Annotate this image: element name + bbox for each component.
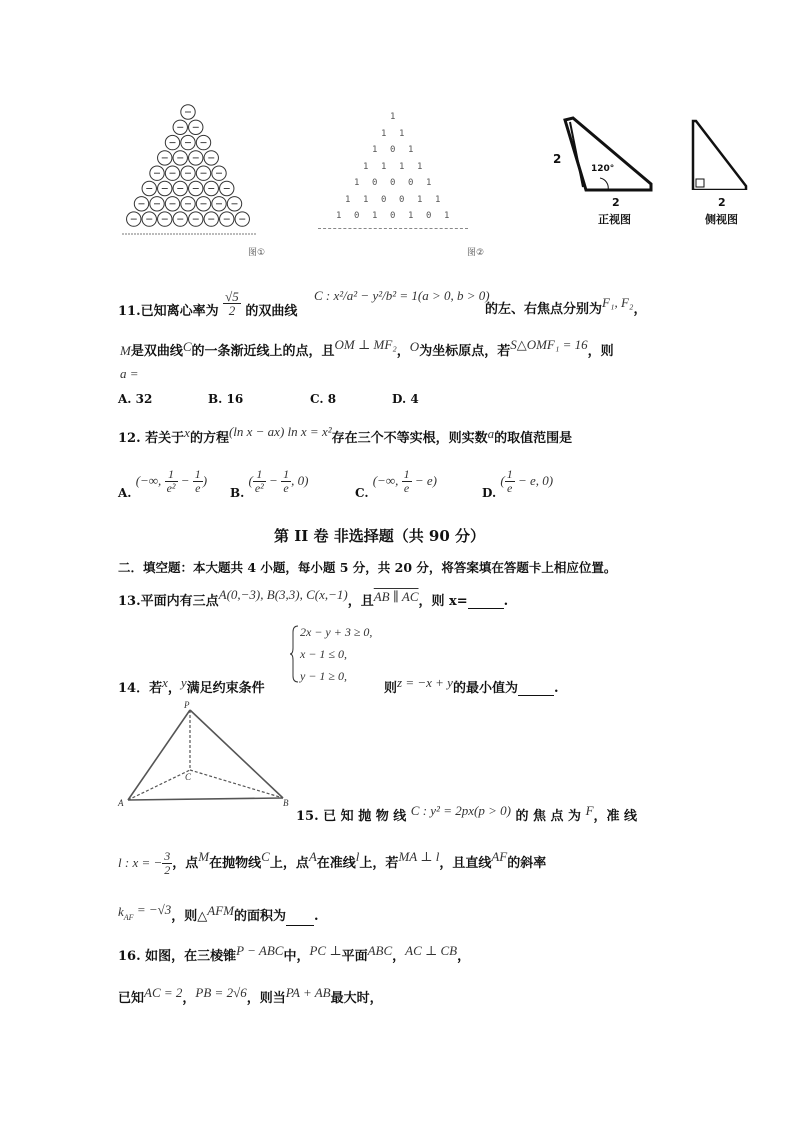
triangle-digit: 1 [408, 211, 414, 221]
front-view-label: 正视图 [598, 213, 631, 226]
triangle-digit: 0 [408, 178, 414, 188]
q12-option-a[interactable]: A. (−∞, $\frac{1}{\text{e²}}$ − $\frac{1}{e}$ ) [118, 467, 208, 500]
side-view-drawing [688, 118, 750, 190]
triangle-digit: 1 [345, 194, 351, 205]
q11-line3: a = [120, 366, 139, 381]
triangle-digit: 0 [390, 211, 396, 221]
front-view-angle: 120° [591, 164, 615, 174]
q14-end: 则z = −x + y的最小值为 . [384, 675, 559, 696]
q16-line1: 16. 如图，在三棱锥P − ABC中，PC ⊥平面ABC，AC ⊥ CB， [118, 943, 471, 964]
front-view-side-length: 2 [553, 152, 562, 166]
vertex-b: B [283, 798, 289, 808]
q11-line2: M是双曲线C的一条渐近线上的点，且OM ⊥ MF₂，O为坐标原点，若S△OMF₁ = 16，则 [120, 337, 614, 359]
constraint-2: x − 1 ≤ 0, [300, 647, 348, 661]
triangle-digit: 1 [354, 178, 360, 188]
triangle-digit: 0 [399, 194, 405, 205]
vertex-p: P [184, 700, 190, 710]
q11-option-d[interactable]: D. 4 [392, 392, 419, 406]
q16-line2: 已知AC = 2，PB = 2√6，则当PA + AB最大时， [118, 985, 383, 1006]
side-view-base-length: 2 [718, 196, 726, 209]
triangle-digit: 1 [363, 161, 369, 172]
front-view-base-length: 2 [612, 196, 620, 209]
triangle-digit: 1 [408, 145, 414, 155]
q12-option-d[interactable]: D. ( $\frac{1}{e}$ − e, 0) [482, 467, 554, 500]
hyperbola-equation: C : x²/a² − y²/b² = 1(a > 0, b > 0) [314, 288, 490, 303]
q11-option-b[interactable]: B. 16 [208, 392, 244, 406]
section-2-intro: 二．填空题：本大题共 4 小题，每小题 5 分，共 20 分，将答案填在答题卡上相应位置。 [118, 560, 617, 575]
triangle-digit: 0 [372, 178, 378, 188]
triangle-digit: 1 [435, 194, 441, 205]
triangle-digit: 0 [381, 194, 387, 205]
triangle-digit: 0 [426, 211, 432, 221]
triangle-digit: 0 [354, 211, 360, 221]
pyramid-figure [118, 700, 298, 810]
brace-icon [290, 624, 300, 684]
constraint-1: 2x − y + 3 ≥ 0, [300, 625, 373, 639]
figure-binary-triangle [318, 112, 473, 237]
vertex-c: C [185, 772, 192, 782]
figure-1-label: 图① [248, 248, 266, 258]
q15-answer-blank[interactable] [286, 913, 314, 926]
triangle-digit: 1 [417, 161, 423, 172]
q15-line3: $k_{AF} = -√3$，则△AFM的面积为 . [118, 902, 319, 924]
q12-option-c[interactable]: C. (−∞, $\frac{1}{e}$ − e) [355, 467, 437, 500]
triangle-digit: 0 [390, 145, 396, 155]
triangle-digit: 1 [363, 194, 369, 205]
q13-answer-blank[interactable] [468, 596, 504, 609]
q11-option-a[interactable]: A. 32 [118, 392, 153, 406]
triangle-digit: 1 [399, 128, 405, 139]
triangle-digit: 1 [336, 211, 342, 221]
vertex-a: A [118, 798, 124, 808]
triangle-digit: 1 [372, 145, 378, 155]
side-view-label: 侧视图 [705, 213, 738, 226]
section-2-title: 第 II 卷 非选择题（共 90 分） [274, 527, 486, 545]
triangle-digit: 1 [426, 178, 432, 188]
q11-foci-text: 的左、右焦点分别为F₁, F₂， [485, 295, 647, 317]
figure-2-label: 图② [467, 248, 485, 258]
q14-start: 14．若x，y满足约束条件 [118, 675, 265, 696]
triangle-digit: 1 [399, 161, 405, 172]
triangle-digit: 1 [381, 128, 387, 139]
figure-circle-triangle [118, 102, 263, 242]
triangle-digit: 1 [381, 161, 387, 172]
q11-option-c[interactable]: C. 8 [310, 392, 337, 406]
triangle-digit: 1 [444, 211, 450, 221]
q13: 13.平面内有三点A(0,−3), B(3,3), C(x,−1)，且AB ∥ AC，则 x= . [118, 587, 509, 609]
triangle-digit: 1 [390, 112, 396, 122]
q12-stem: 12. 若关于x的方程(ln x − ax) ln x = x²存在三个不等实根，则实数a的取值范围是 [118, 424, 573, 446]
q15-line2: l : x = − $\frac{3}{2}$ ，点M在抛物线C上，点A在准线l上，若MA ⊥ l，且直线AF的斜率 [118, 849, 547, 877]
eccentricity-fraction: $\frac{√5}{2}$ [225, 289, 239, 318]
q11-line1: 11.已知离心率为 $\frac{√5}{2}$ 的双曲线 [118, 289, 298, 319]
triangle-digit: 0 [390, 178, 396, 188]
q12-option-b[interactable]: B. ( $\frac{1}{\text{e²}}$ − $\frac{1}{e}$ , 0) [230, 467, 309, 500]
triangle-digit: 1 [372, 211, 378, 221]
constraint-3: y − 1 ≥ 0, [300, 669, 348, 683]
triangle-digit: 1 [417, 194, 423, 205]
q15-line1: 15. 已 知 抛 物 线 C : y² = 2px(p > 0) 的 焦 点 为 F，准 线 [296, 803, 638, 824]
q14-answer-blank[interactable] [518, 683, 554, 696]
